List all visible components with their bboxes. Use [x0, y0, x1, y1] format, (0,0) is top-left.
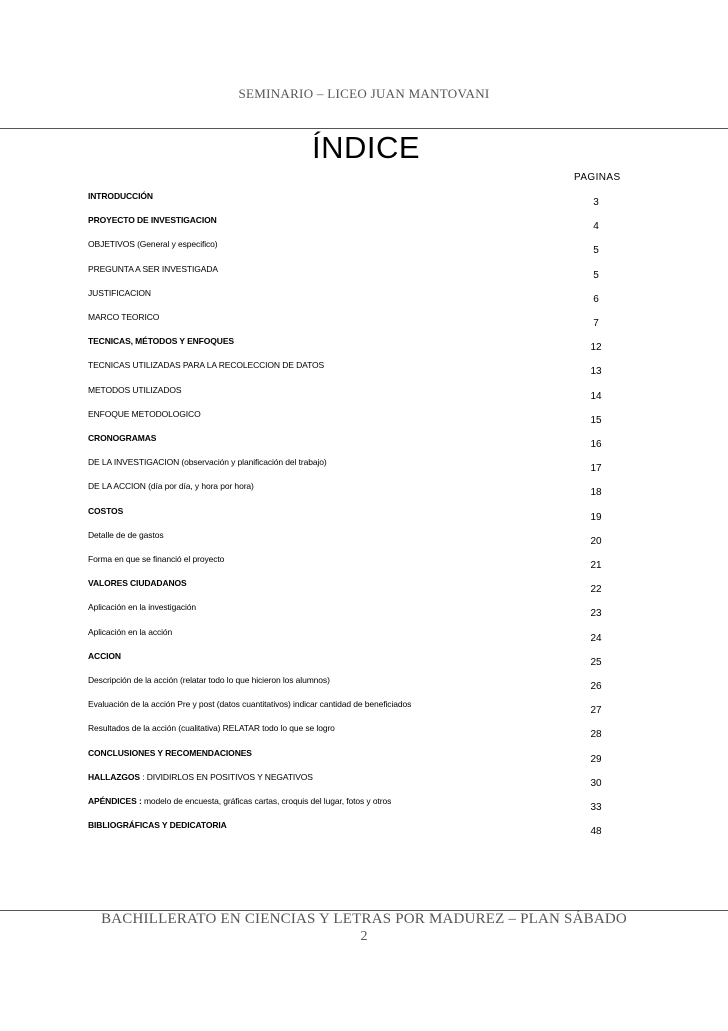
toc-entry-title: DE LA ACCION (día por día, y hora por hora) [88, 481, 254, 491]
toc-entry-title: ACCION [88, 651, 121, 661]
toc-page-number: 21 [590, 560, 602, 571]
toc-entry-label [88, 264, 218, 274]
toc-entry-title: Descripción de la acción (relatar todo lo que hicieron los alumnos) [88, 675, 330, 685]
toc-entry-label [88, 215, 217, 225]
toc-page-number: 14 [590, 391, 602, 402]
toc-page-number: 6 [593, 294, 599, 305]
toc-entry-label [88, 554, 224, 564]
toc-entry-title: Evaluación de la acción Pre y post (datos cuantitativos) indicar cantidad de beneficiados [88, 699, 412, 709]
toc-entry-label [88, 312, 159, 322]
toc-entry-title: Detalle de de gastos [88, 530, 164, 540]
toc-entry-title: TECNICAS UTILIZADAS PARA LA RECOLECCION DE DATOS [88, 360, 325, 370]
toc-page-number: 13 [590, 366, 602, 377]
toc-entry-label [88, 191, 153, 201]
toc-page-number: 5 [593, 270, 599, 281]
toc-entry-title: METODOS UTILIZADOS [88, 385, 182, 395]
toc-entry-title: HALLAZGOS [88, 772, 140, 782]
toc-entry-label [88, 820, 227, 830]
toc-entry-title: Resultados de la acción (cualitativa) RELATAR todo lo que se logro [88, 723, 335, 733]
toc-entry-label [88, 457, 327, 467]
toc-entry-label [88, 360, 324, 370]
toc-entry-label [88, 288, 151, 298]
toc-page-number: 12 [590, 342, 602, 353]
toc-entry-label [88, 772, 313, 782]
toc-entry-title: Aplicación en la investigación [88, 602, 197, 612]
toc-entry-label [88, 433, 156, 443]
toc-page-number: 17 [590, 463, 602, 474]
toc-page-number: 24 [590, 633, 602, 644]
toc-entry-title: INTRODUCCIÓN [88, 191, 153, 201]
toc-entry-title: DE LA INVESTIGACION (observación y planificación del trabajo) [88, 457, 327, 467]
toc-page-number: 25 [590, 657, 602, 668]
toc-page-number: 5 [593, 245, 599, 256]
toc-entry-title: APÉNDICES : [88, 796, 142, 806]
toc-page-number: 23 [590, 608, 602, 619]
toc-page-number: 28 [590, 729, 602, 740]
toc-entry-label [88, 675, 330, 685]
toc-page-number: 20 [590, 536, 602, 547]
toc-entry-title: ENFOQUE METODOLOGICO [88, 409, 201, 419]
toc-page-number: 4 [593, 221, 599, 232]
toc-entry-label [88, 748, 252, 758]
toc-entry-label [88, 796, 391, 806]
toc-entry-label [88, 651, 121, 661]
toc-entry-label [88, 530, 164, 540]
toc-page-number: 3 [593, 197, 599, 208]
toc-entry-title: PREGUNTA A SER INVESTIGADA [88, 264, 218, 274]
toc-page-number: 26 [590, 681, 602, 692]
toc-entry-title: CRONOGRAMAS [88, 433, 157, 443]
toc-page-number: 19 [590, 512, 602, 523]
toc-page-number: 33 [590, 802, 602, 813]
paginas-label: PAGINAS [574, 172, 621, 183]
toc-page-number: 48 [590, 826, 602, 837]
toc-entry-label [88, 239, 218, 249]
toc-entry-title: TECNICAS, MÉTODOS Y ENFOQUES [88, 336, 234, 346]
toc-entry-label [88, 481, 254, 491]
toc-entry-label [88, 409, 201, 419]
toc-entry-title: OBJETIVOS (General y especifico) [88, 239, 218, 249]
toc-entry-label [88, 627, 172, 637]
toc-page-number: 22 [590, 584, 602, 595]
toc-entry-title: Aplicación en la acción [88, 627, 173, 637]
toc-entry-label [88, 578, 187, 588]
toc-entry-title: JUSTIFICACION [88, 288, 151, 298]
toc-entry-label [88, 723, 335, 733]
page-number: 2 [360, 929, 368, 944]
toc-entry-label [88, 385, 181, 395]
toc-entry-label [88, 699, 411, 709]
toc-entry-detail: : DIVIDIRLOS EN POSITIVOS Y NEGATIVOS [139, 772, 313, 782]
toc-entry-title: VALORES CIUDADANOS [88, 578, 187, 588]
toc-entry-label [88, 336, 234, 346]
toc-page-number: 30 [590, 778, 602, 789]
toc-page-number: 18 [590, 487, 602, 498]
toc-page-number: 29 [590, 754, 602, 765]
toc-entry-detail: modelo de encuesta, gráficas cartas, croquis del lugar, fotos y otros [141, 796, 392, 806]
toc-entry-label [88, 602, 196, 612]
toc-page-number: 16 [590, 439, 602, 450]
toc-page-number: 27 [590, 705, 602, 716]
toc-page-number: 7 [593, 318, 599, 329]
footer-text: BACHILLERATO EN CIENCIAS Y LETRAS POR MADUREZ – PLAN SÁBADO [101, 911, 627, 927]
toc-page-number: 15 [590, 415, 602, 426]
toc-entry-title: COSTOS [88, 506, 124, 516]
toc-entry-title: CONCLUSIONES Y RECOMENDACIONES [88, 748, 252, 758]
toc-entry-title: Forma en que se financió el proyecto [88, 554, 225, 564]
toc-entry-title: PROYECTO DE INVESTIGACION [88, 215, 217, 225]
toc-entry-label [88, 506, 123, 516]
toc-entry-title: BIBLIOGRÁFICAS Y DEDICATORIA [88, 820, 227, 830]
page-title: ÍNDICE [311, 130, 421, 165]
toc-entry-title: MARCO TEORICO [88, 312, 160, 322]
header-text: SEMINARIO – LICEO JUAN MANTOVANI [238, 86, 490, 101]
